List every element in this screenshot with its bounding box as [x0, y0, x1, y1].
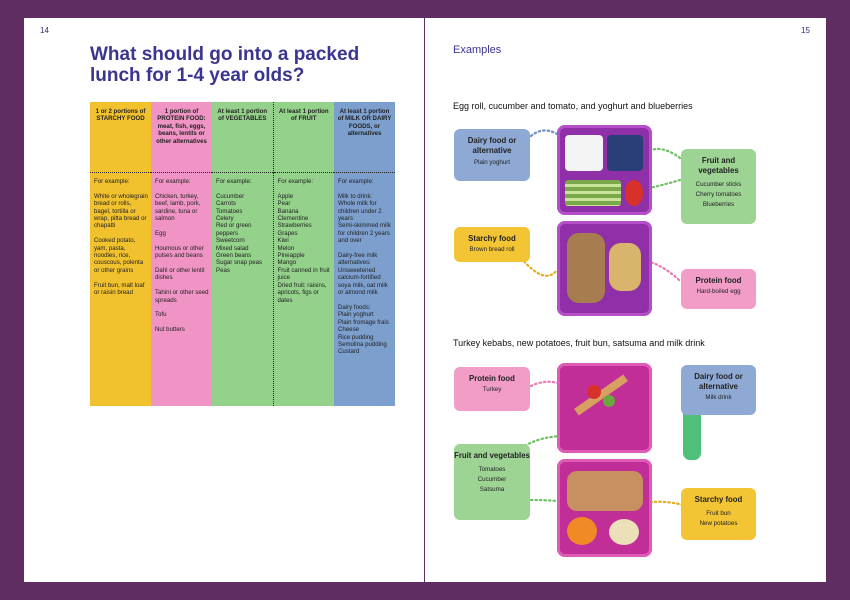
- connector-dairy-1: [531, 130, 557, 136]
- example1-starchy-title: Starchy food: [468, 234, 516, 243]
- example2-fruitveg-box: [454, 444, 530, 520]
- yoghurt-pot: [565, 135, 603, 171]
- examples-heading: Examples: [453, 44, 502, 56]
- kebab-cucumber: [603, 395, 615, 407]
- example2-starchy-desc: Fruit bun New potatoes: [699, 510, 738, 527]
- header-fruit: At least 1 portion of FRUIT: [273, 102, 334, 173]
- table-row: [90, 173, 395, 407]
- example1-fruitveg-title: Fruit and vegetables: [698, 156, 739, 175]
- header-vegetables: At least 1 portion of VEGETABLES: [212, 102, 273, 173]
- egg-roll: [609, 243, 641, 291]
- table-header-row: [90, 102, 395, 173]
- example1-protein-box: [681, 269, 756, 309]
- example2-dairy-box: [681, 365, 756, 415]
- example1-title: Egg roll, cucumber and tomato, and yoghurt and blueberries: [453, 101, 693, 111]
- right-page: [425, 18, 826, 582]
- cell-dairy-examples: For example: Milk to drink: Whole milk for children under 2 years Semi-skimmed milk for children 2 years and over Dairy-free milk alternatives: Unsweetened calcium-fortified soya milk, oat milk or almond milk Dairy foods: Plain yoghurt Plain fromage frais Cheese Rice pudding Semolina pudding Custard: [334, 173, 395, 407]
- cucumber-sticks: [565, 180, 621, 206]
- left-page: [24, 18, 424, 582]
- example1-starchy-box: [454, 227, 530, 262]
- example1-protein-title: Protein food: [695, 276, 742, 285]
- bread-roll: [567, 233, 605, 303]
- food-groups-table: [90, 102, 395, 406]
- example1-fruitveg-box: [681, 149, 756, 224]
- example2-fruitveg-desc: Tomatoes Cucumber Satsuma: [477, 466, 507, 493]
- kebab-tomato: [587, 385, 601, 399]
- cherry-tomatoes: [625, 180, 643, 206]
- example2-protein-title: Protein food: [469, 374, 515, 383]
- example2-starchy-box: [681, 488, 756, 540]
- page-number-left: 14: [40, 26, 49, 35]
- page-title: What should go into a packed lunch for 1-4 year olds?: [90, 44, 360, 86]
- lunchbox-top-1: [557, 125, 652, 215]
- example2-dairy-desc: Milk drink: [705, 394, 732, 401]
- blueberries: [607, 135, 643, 171]
- example1-starchy-desc: Brown bread roll: [469, 246, 515, 253]
- cell-starchy-examples: For example: White or wholegrain bread or rolls, bagel, tortilla or wrap, pitta bread or chapatti Cooked potato, yam, pasta, noodles, rice, couscous, polenta or other grains Fruit bun, malt loaf or raisin bread: [90, 173, 151, 407]
- header-protein: 1 portion of PROTEIN FOOD: meat, fish, eggs, beans, lentils or other alternatives: [151, 102, 212, 173]
- cell-protein-examples: For example: Chicken, turkey, beef, lamb, pork, sardine, tuna or salmon Egg Houmous or other pulses and beans Dahl or other lentil dishes Tahini or other seed spreads Tofu Nut butters: [151, 173, 212, 407]
- fruit-bun: [567, 471, 643, 511]
- page-number-right: 15: [801, 26, 810, 35]
- satsuma: [567, 517, 597, 545]
- example2-title: Turkey kebabs, new potatoes, fruit bun, satsuma and milk drink: [453, 338, 705, 348]
- lunchbox-top-2: [557, 363, 652, 453]
- example2-dairy-title: Dairy food or alternative: [694, 372, 743, 391]
- example1-dairy-box: [454, 129, 530, 181]
- example2-fruitveg-title: Fruit and vegetables: [454, 451, 530, 460]
- example2-protein-desc: Turkey: [482, 386, 502, 393]
- lunchbox-bottom-1: [557, 221, 652, 316]
- lunchbox-bottom-2: [557, 459, 652, 557]
- cell-vegetables-examples: For example: Cucumber Carrots Tomatoes Celery Red or green peppers Sweetcorn Mixed salad Green beans Sugar snap peas Peas: [212, 173, 273, 407]
- header-dairy: At least 1 portion of MILK OR DAIRY FOODS, or alternatives: [334, 102, 395, 173]
- example1-protein-desc: Hard-boiled egg: [696, 288, 741, 295]
- example1-fruitveg-desc: Cucumber sticks Cherry tomatoes Blueberries: [695, 181, 742, 208]
- example2-protein-box: [454, 367, 530, 411]
- cell-fruit-examples: For example: Apple Pear Banana Clementine Strawberries Grapes Kiwi Melon Pineapple Mango Fruit canned in fruit juice Dried fruit: raisins, apricots, figs or dates: [273, 173, 334, 407]
- example1-dairy-desc: Plain yoghurt: [473, 159, 511, 166]
- example1-dairy-title: Dairy food or alternative: [467, 136, 517, 155]
- kebab-skewer: [574, 375, 628, 416]
- example2-starchy-title: Starchy food: [694, 495, 743, 504]
- header-starchy: 1 or 2 portions of STARCHY FOOD: [90, 102, 151, 173]
- new-potatoes: [609, 519, 639, 545]
